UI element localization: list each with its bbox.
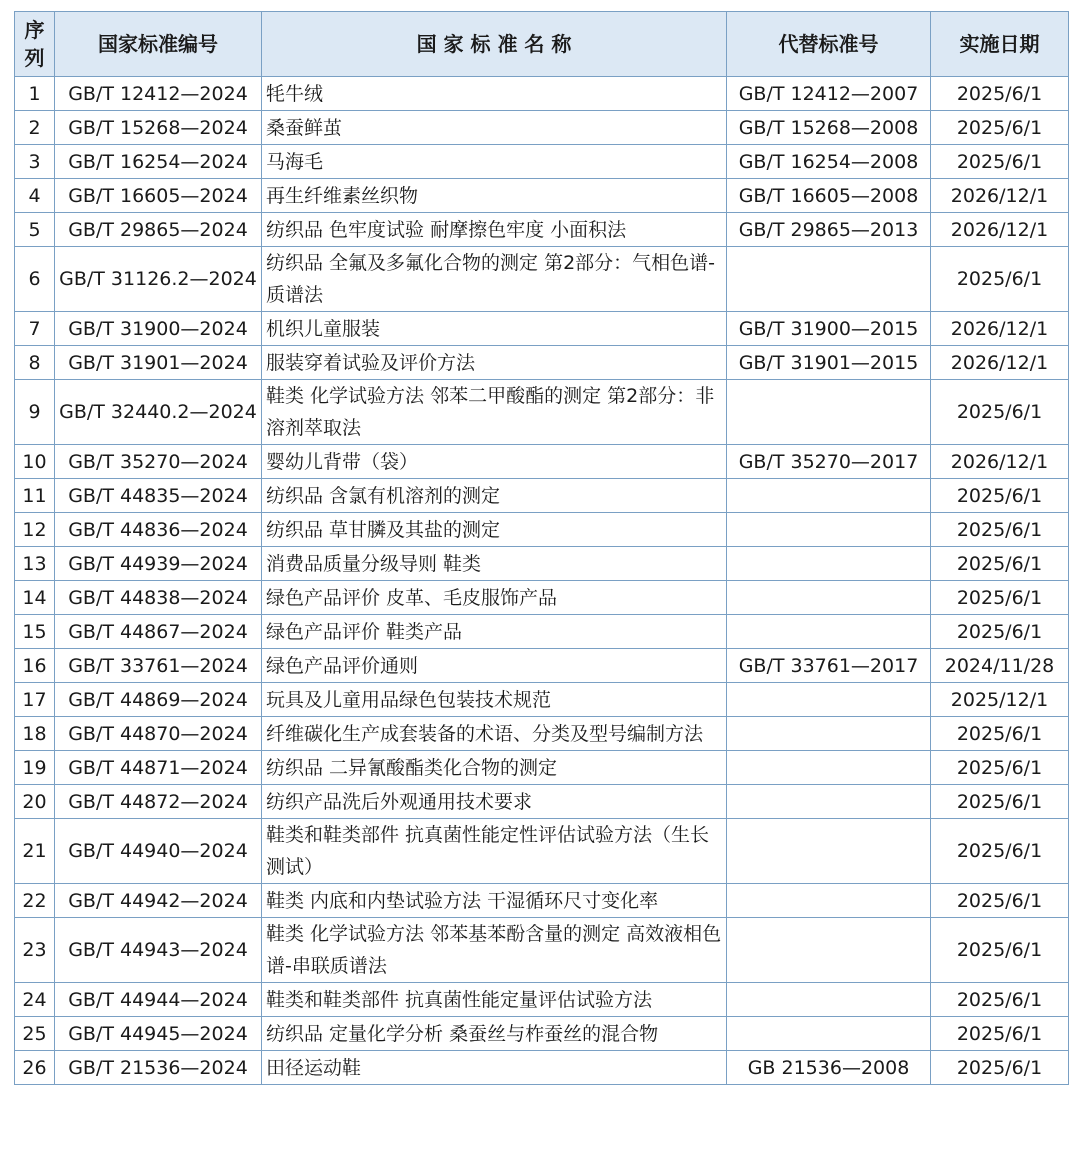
cell-seq: 17 bbox=[15, 683, 55, 717]
cell-standard-name: 绿色产品评价通则 bbox=[262, 649, 727, 683]
cell-replaced-standard: GB/T 31901—2015 bbox=[727, 346, 931, 380]
cell-implementation-date: 2025/6/1 bbox=[931, 615, 1069, 649]
cell-implementation-date: 2025/6/1 bbox=[931, 785, 1069, 819]
cell-seq: 4 bbox=[15, 179, 55, 213]
cell-seq: 7 bbox=[15, 312, 55, 346]
standards-table bbox=[14, 11, 1069, 1085]
cell-standard-name: 纺织产品洗后外观通用技术要求 bbox=[262, 785, 727, 819]
cell-standard-name: 鞋类 内底和内垫试验方法 干湿循环尺寸变化率 bbox=[262, 884, 727, 918]
cell-implementation-date: 2026/12/1 bbox=[931, 445, 1069, 479]
table-row bbox=[15, 380, 1069, 445]
cell-seq: 20 bbox=[15, 785, 55, 819]
cell-implementation-date: 2025/6/1 bbox=[931, 77, 1069, 111]
cell-implementation-date: 2025/6/1 bbox=[931, 717, 1069, 751]
cell-standard-name: 纺织品 二异氰酸酯类化合物的测定 bbox=[262, 751, 727, 785]
table-row bbox=[15, 751, 1069, 785]
cell-replaced-standard: GB/T 16605—2008 bbox=[727, 179, 931, 213]
cell-standard-code: GB/T 44944—2024 bbox=[55, 983, 262, 1017]
cell-implementation-date: 2025/6/1 bbox=[931, 581, 1069, 615]
cell-replaced-standard bbox=[727, 513, 931, 547]
table-row bbox=[15, 581, 1069, 615]
header-date: 实施日期 bbox=[931, 12, 1069, 77]
cell-seq: 15 bbox=[15, 615, 55, 649]
table-row bbox=[15, 615, 1069, 649]
cell-standard-name: 玩具及儿童用品绿色包装技术规范 bbox=[262, 683, 727, 717]
cell-seq: 8 bbox=[15, 346, 55, 380]
cell-seq: 6 bbox=[15, 247, 55, 312]
cell-standard-name: 纺织品 色牢度试验 耐摩擦色牢度 小面积法 bbox=[262, 213, 727, 247]
cell-standard-name: 田径运动鞋 bbox=[262, 1051, 727, 1085]
cell-seq: 12 bbox=[15, 513, 55, 547]
cell-replaced-standard: GB/T 31900—2015 bbox=[727, 312, 931, 346]
cell-replaced-standard bbox=[727, 819, 931, 884]
table-row bbox=[15, 1017, 1069, 1051]
cell-seq: 3 bbox=[15, 145, 55, 179]
table-row bbox=[15, 683, 1069, 717]
cell-implementation-date: 2026/12/1 bbox=[931, 312, 1069, 346]
header-replace: 代替标准号 bbox=[727, 12, 931, 77]
header-name: 国 家 标 准 名 称 bbox=[262, 12, 727, 77]
cell-seq: 2 bbox=[15, 111, 55, 145]
table-row bbox=[15, 513, 1069, 547]
cell-seq: 10 bbox=[15, 445, 55, 479]
table-row bbox=[15, 213, 1069, 247]
cell-seq: 25 bbox=[15, 1017, 55, 1051]
cell-seq: 14 bbox=[15, 581, 55, 615]
cell-implementation-date: 2024/11/28 bbox=[931, 649, 1069, 683]
cell-implementation-date: 2026/12/1 bbox=[931, 213, 1069, 247]
cell-standard-code: GB/T 21536—2024 bbox=[55, 1051, 262, 1085]
cell-replaced-standard bbox=[727, 1017, 931, 1051]
cell-standard-code: GB/T 44939—2024 bbox=[55, 547, 262, 581]
cell-standard-name: 纺织品 定量化学分析 桑蚕丝与柞蚕丝的混合物 bbox=[262, 1017, 727, 1051]
cell-seq: 23 bbox=[15, 918, 55, 983]
cell-standard-name: 鞋类 化学试验方法 邻苯基苯酚含量的测定 高效液相色谱-串联质谱法 bbox=[262, 918, 727, 983]
cell-replaced-standard bbox=[727, 247, 931, 312]
cell-replaced-standard bbox=[727, 884, 931, 918]
cell-implementation-date: 2026/12/1 bbox=[931, 179, 1069, 213]
cell-standard-code: GB/T 31126.2—2024 bbox=[55, 247, 262, 312]
cell-standard-code: GB/T 33761—2024 bbox=[55, 649, 262, 683]
cell-implementation-date: 2025/6/1 bbox=[931, 479, 1069, 513]
cell-replaced-standard bbox=[727, 547, 931, 581]
cell-standard-code: GB/T 29865—2024 bbox=[55, 213, 262, 247]
cell-standard-code: GB/T 16254—2024 bbox=[55, 145, 262, 179]
cell-seq: 5 bbox=[15, 213, 55, 247]
cell-seq: 21 bbox=[15, 819, 55, 884]
cell-replaced-standard bbox=[727, 751, 931, 785]
cell-standard-code: GB/T 12412—2024 bbox=[55, 77, 262, 111]
table-row bbox=[15, 717, 1069, 751]
cell-standard-code: GB/T 44867—2024 bbox=[55, 615, 262, 649]
cell-standard-code: GB/T 44870—2024 bbox=[55, 717, 262, 751]
table-row bbox=[15, 884, 1069, 918]
cell-implementation-date: 2026/12/1 bbox=[931, 346, 1069, 380]
cell-standard-code: GB/T 35270—2024 bbox=[55, 445, 262, 479]
cell-replaced-standard: GB/T 15268—2008 bbox=[727, 111, 931, 145]
table-row bbox=[15, 547, 1069, 581]
table-row bbox=[15, 983, 1069, 1017]
cell-standard-code: GB/T 44940—2024 bbox=[55, 819, 262, 884]
cell-replaced-standard bbox=[727, 683, 931, 717]
cell-standard-name: 鞋类和鞋类部件 抗真菌性能定性评估试验方法（生长测试） bbox=[262, 819, 727, 884]
cell-standard-code: GB/T 44942—2024 bbox=[55, 884, 262, 918]
cell-replaced-standard bbox=[727, 785, 931, 819]
cell-implementation-date: 2025/6/1 bbox=[931, 145, 1069, 179]
cell-standard-code: GB/T 32440.2—2024 bbox=[55, 380, 262, 445]
table-row bbox=[15, 179, 1069, 213]
cell-seq: 18 bbox=[15, 717, 55, 751]
cell-standard-name: 绿色产品评价 鞋类产品 bbox=[262, 615, 727, 649]
table-row bbox=[15, 247, 1069, 312]
cell-seq: 16 bbox=[15, 649, 55, 683]
cell-standard-name: 牦牛绒 bbox=[262, 77, 727, 111]
cell-standard-name: 消费品质量分级导则 鞋类 bbox=[262, 547, 727, 581]
cell-replaced-standard bbox=[727, 581, 931, 615]
cell-standard-name: 纺织品 全氟及多氟化合物的测定 第2部分：气相色谱-质谱法 bbox=[262, 247, 727, 312]
cell-standard-code: GB/T 44835—2024 bbox=[55, 479, 262, 513]
cell-replaced-standard: GB/T 33761—2017 bbox=[727, 649, 931, 683]
standards-table-container bbox=[14, 11, 1068, 1085]
cell-implementation-date: 2025/6/1 bbox=[931, 513, 1069, 547]
cell-standard-code: GB/T 44838—2024 bbox=[55, 581, 262, 615]
table-header-row bbox=[15, 12, 1069, 77]
table-row bbox=[15, 918, 1069, 983]
table-row bbox=[15, 145, 1069, 179]
cell-implementation-date: 2025/6/1 bbox=[931, 247, 1069, 312]
table-row bbox=[15, 649, 1069, 683]
cell-implementation-date: 2025/6/1 bbox=[931, 751, 1069, 785]
cell-replaced-standard bbox=[727, 983, 931, 1017]
cell-standard-code: GB/T 44836—2024 bbox=[55, 513, 262, 547]
cell-implementation-date: 2025/6/1 bbox=[931, 111, 1069, 145]
cell-implementation-date: 2025/12/1 bbox=[931, 683, 1069, 717]
cell-standard-name: 服装穿着试验及评价方法 bbox=[262, 346, 727, 380]
table-row bbox=[15, 785, 1069, 819]
cell-replaced-standard: GB/T 16254—2008 bbox=[727, 145, 931, 179]
cell-standard-name: 纺织品 含氯有机溶剂的测定 bbox=[262, 479, 727, 513]
cell-implementation-date: 2025/6/1 bbox=[931, 1017, 1069, 1051]
cell-standard-code: GB/T 44869—2024 bbox=[55, 683, 262, 717]
table-row bbox=[15, 1051, 1069, 1085]
cell-replaced-standard: GB 21536—2008 bbox=[727, 1051, 931, 1085]
cell-standard-code: GB/T 31901—2024 bbox=[55, 346, 262, 380]
cell-standard-code: GB/T 44872—2024 bbox=[55, 785, 262, 819]
header-code: 国家标准编号 bbox=[55, 12, 262, 77]
cell-standard-code: GB/T 15268—2024 bbox=[55, 111, 262, 145]
cell-replaced-standard: GB/T 12412—2007 bbox=[727, 77, 931, 111]
cell-seq: 22 bbox=[15, 884, 55, 918]
cell-implementation-date: 2025/6/1 bbox=[931, 380, 1069, 445]
table-row bbox=[15, 479, 1069, 513]
cell-standard-name: 绿色产品评价 皮革、毛皮服饰产品 bbox=[262, 581, 727, 615]
cell-seq: 13 bbox=[15, 547, 55, 581]
cell-seq: 1 bbox=[15, 77, 55, 111]
table-row bbox=[15, 819, 1069, 884]
cell-replaced-standard bbox=[727, 717, 931, 751]
table-row bbox=[15, 312, 1069, 346]
cell-standard-name: 鞋类和鞋类部件 抗真菌性能定量评估试验方法 bbox=[262, 983, 727, 1017]
header-seq: 序列 bbox=[15, 12, 55, 77]
cell-standard-name: 再生纤维素丝织物 bbox=[262, 179, 727, 213]
cell-replaced-standard bbox=[727, 380, 931, 445]
cell-standard-name: 机织儿童服装 bbox=[262, 312, 727, 346]
cell-standard-name: 马海毛 bbox=[262, 145, 727, 179]
table-row bbox=[15, 77, 1069, 111]
cell-seq: 26 bbox=[15, 1051, 55, 1085]
cell-standard-name: 桑蚕鲜茧 bbox=[262, 111, 727, 145]
cell-standard-name: 纤维碳化生产成套装备的术语、分类及型号编制方法 bbox=[262, 717, 727, 751]
cell-standard-name: 婴幼儿背带（袋） bbox=[262, 445, 727, 479]
cell-standard-name: 鞋类 化学试验方法 邻苯二甲酸酯的测定 第2部分：非溶剂萃取法 bbox=[262, 380, 727, 445]
cell-implementation-date: 2025/6/1 bbox=[931, 547, 1069, 581]
table-row bbox=[15, 445, 1069, 479]
cell-replaced-standard: GB/T 35270—2017 bbox=[727, 445, 931, 479]
cell-seq: 9 bbox=[15, 380, 55, 445]
table-row bbox=[15, 346, 1069, 380]
cell-standard-code: GB/T 16605—2024 bbox=[55, 179, 262, 213]
cell-standard-code: GB/T 31900—2024 bbox=[55, 312, 262, 346]
cell-seq: 19 bbox=[15, 751, 55, 785]
cell-standard-name: 纺织品 草甘膦及其盐的测定 bbox=[262, 513, 727, 547]
cell-standard-code: GB/T 44945—2024 bbox=[55, 1017, 262, 1051]
cell-implementation-date: 2025/6/1 bbox=[931, 884, 1069, 918]
cell-seq: 24 bbox=[15, 983, 55, 1017]
cell-implementation-date: 2025/6/1 bbox=[931, 918, 1069, 983]
cell-standard-code: GB/T 44943—2024 bbox=[55, 918, 262, 983]
cell-replaced-standard: GB/T 29865—2013 bbox=[727, 213, 931, 247]
cell-implementation-date: 2025/6/1 bbox=[931, 983, 1069, 1017]
cell-replaced-standard bbox=[727, 479, 931, 513]
cell-replaced-standard bbox=[727, 615, 931, 649]
cell-implementation-date: 2025/6/1 bbox=[931, 1051, 1069, 1085]
cell-replaced-standard bbox=[727, 918, 931, 983]
cell-implementation-date: 2025/6/1 bbox=[931, 819, 1069, 884]
cell-seq: 11 bbox=[15, 479, 55, 513]
cell-standard-code: GB/T 44871—2024 bbox=[55, 751, 262, 785]
table-row bbox=[15, 111, 1069, 145]
